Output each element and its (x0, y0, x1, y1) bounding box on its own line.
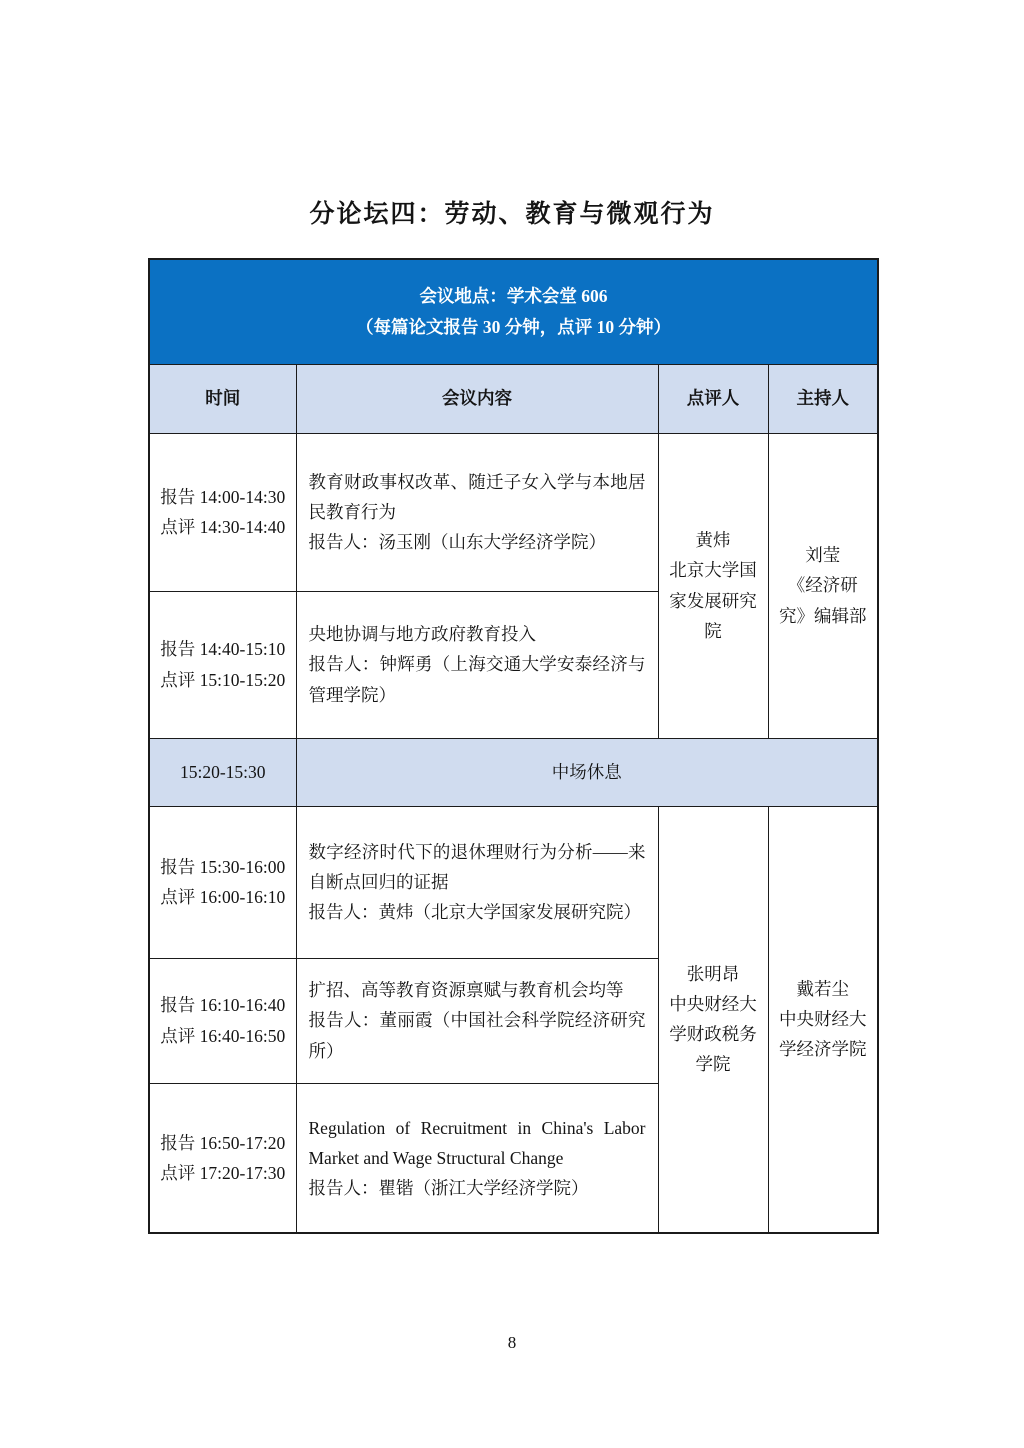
duration-note: （每篇论文报告 30 分钟，点评 10 分钟） (356, 316, 671, 337)
comment-time: 点评 16:00-16:10 (160, 887, 286, 907)
time-cell (149, 958, 296, 1083)
discussant-cell (658, 806, 768, 1233)
break-label-cell: 中场休息 (296, 738, 878, 806)
presenter-line: 报告人：汤玉刚（山东大学经济学院） (308, 532, 606, 553)
presenter-line: 报告人：钟辉勇（上海交通大学安泰经济与管理学院） (308, 654, 646, 705)
comment-time: 点评 17:20-17:30 (160, 1162, 286, 1183)
col-header-content: 会议内容 (296, 364, 658, 433)
chair-cell (768, 806, 878, 1233)
presenter-line: 报告人：董丽霞（中国社会科学院经济研究所） (308, 1010, 646, 1061)
presenter-line: 报告人：黄炜（北京大学国家发展研究院） (308, 902, 641, 923)
content-cell (296, 433, 658, 591)
column-header-row (149, 364, 878, 433)
report-time: 报告 14:40-15:10 (160, 639, 286, 660)
discussant-name: 黄炜 (695, 530, 731, 551)
content-cell (296, 591, 658, 738)
discussant-cell (658, 433, 768, 738)
discussant-affiliation: 中央财经大学财政税务学院 (669, 994, 757, 1075)
report-time: 报告 16:50-17:20 (160, 1132, 286, 1153)
presenter-line: 报告人：瞿锴（浙江大学经济学院） (308, 1177, 589, 1198)
paper-title: 扩招、高等教育资源禀赋与教育机会均等 (308, 980, 624, 1001)
col-header-chair: 主持人 (768, 364, 878, 433)
comment-time: 点评 16:40-16:50 (160, 1025, 286, 1046)
report-time: 报告 15:30-16:00 (160, 856, 286, 877)
banner-row (149, 259, 878, 364)
content-cell (296, 1083, 658, 1233)
paper-title: Regulation of Recruitment in China's Labor Market and Wage Structural Change (308, 1117, 646, 1168)
location-text: 会议地点：学术会堂 606 (419, 286, 608, 307)
schedule-table (148, 258, 879, 1234)
break-row (149, 738, 878, 806)
report-time: 报告 16:10-16:40 (160, 995, 286, 1016)
content-cell (296, 806, 658, 958)
content-cell (296, 958, 658, 1083)
chair-affiliation: 《经济研究》编辑部 (779, 575, 867, 626)
chair-name: 戴若尘 (796, 979, 849, 1000)
time-cell (149, 433, 296, 591)
comment-time: 点评 15:10-15:20 (160, 669, 286, 690)
col-header-time: 时间 (149, 364, 296, 433)
discussant-name: 张明昂 (686, 964, 740, 985)
comment-time: 点评 14:30-14:40 (160, 517, 286, 537)
col-header-discussant: 点评人 (658, 364, 768, 433)
time-cell (149, 1083, 296, 1233)
session2-row1 (149, 806, 878, 958)
chair-affiliation: 中央财经大学经济学院 (779, 1009, 867, 1060)
paper-title: 数字经济时代下的退休理财行为分析——来自断点回归的证据 (308, 841, 646, 892)
break-time-cell: 15:20-15:30 (149, 738, 296, 806)
report-time: 报告 14:00-14:30 (160, 486, 286, 507)
time-cell (149, 806, 296, 958)
session1-row1 (149, 433, 878, 591)
discussant-affiliation: 北京大学国家发展研究院 (669, 560, 757, 641)
chair-cell (768, 433, 878, 738)
paper-title: 教育财政事权改革、随迁子女入学与本地居民教育行为 (308, 471, 646, 522)
time-cell (149, 591, 296, 738)
page-title: 分论坛四：劳动、教育与微观行为 (309, 200, 715, 228)
chair-name: 刘莹 (805, 545, 841, 566)
location-banner (149, 259, 878, 364)
paper-title: 央地协调与地方政府教育投入 (308, 624, 536, 645)
page-number: 8 (507, 1333, 517, 1352)
